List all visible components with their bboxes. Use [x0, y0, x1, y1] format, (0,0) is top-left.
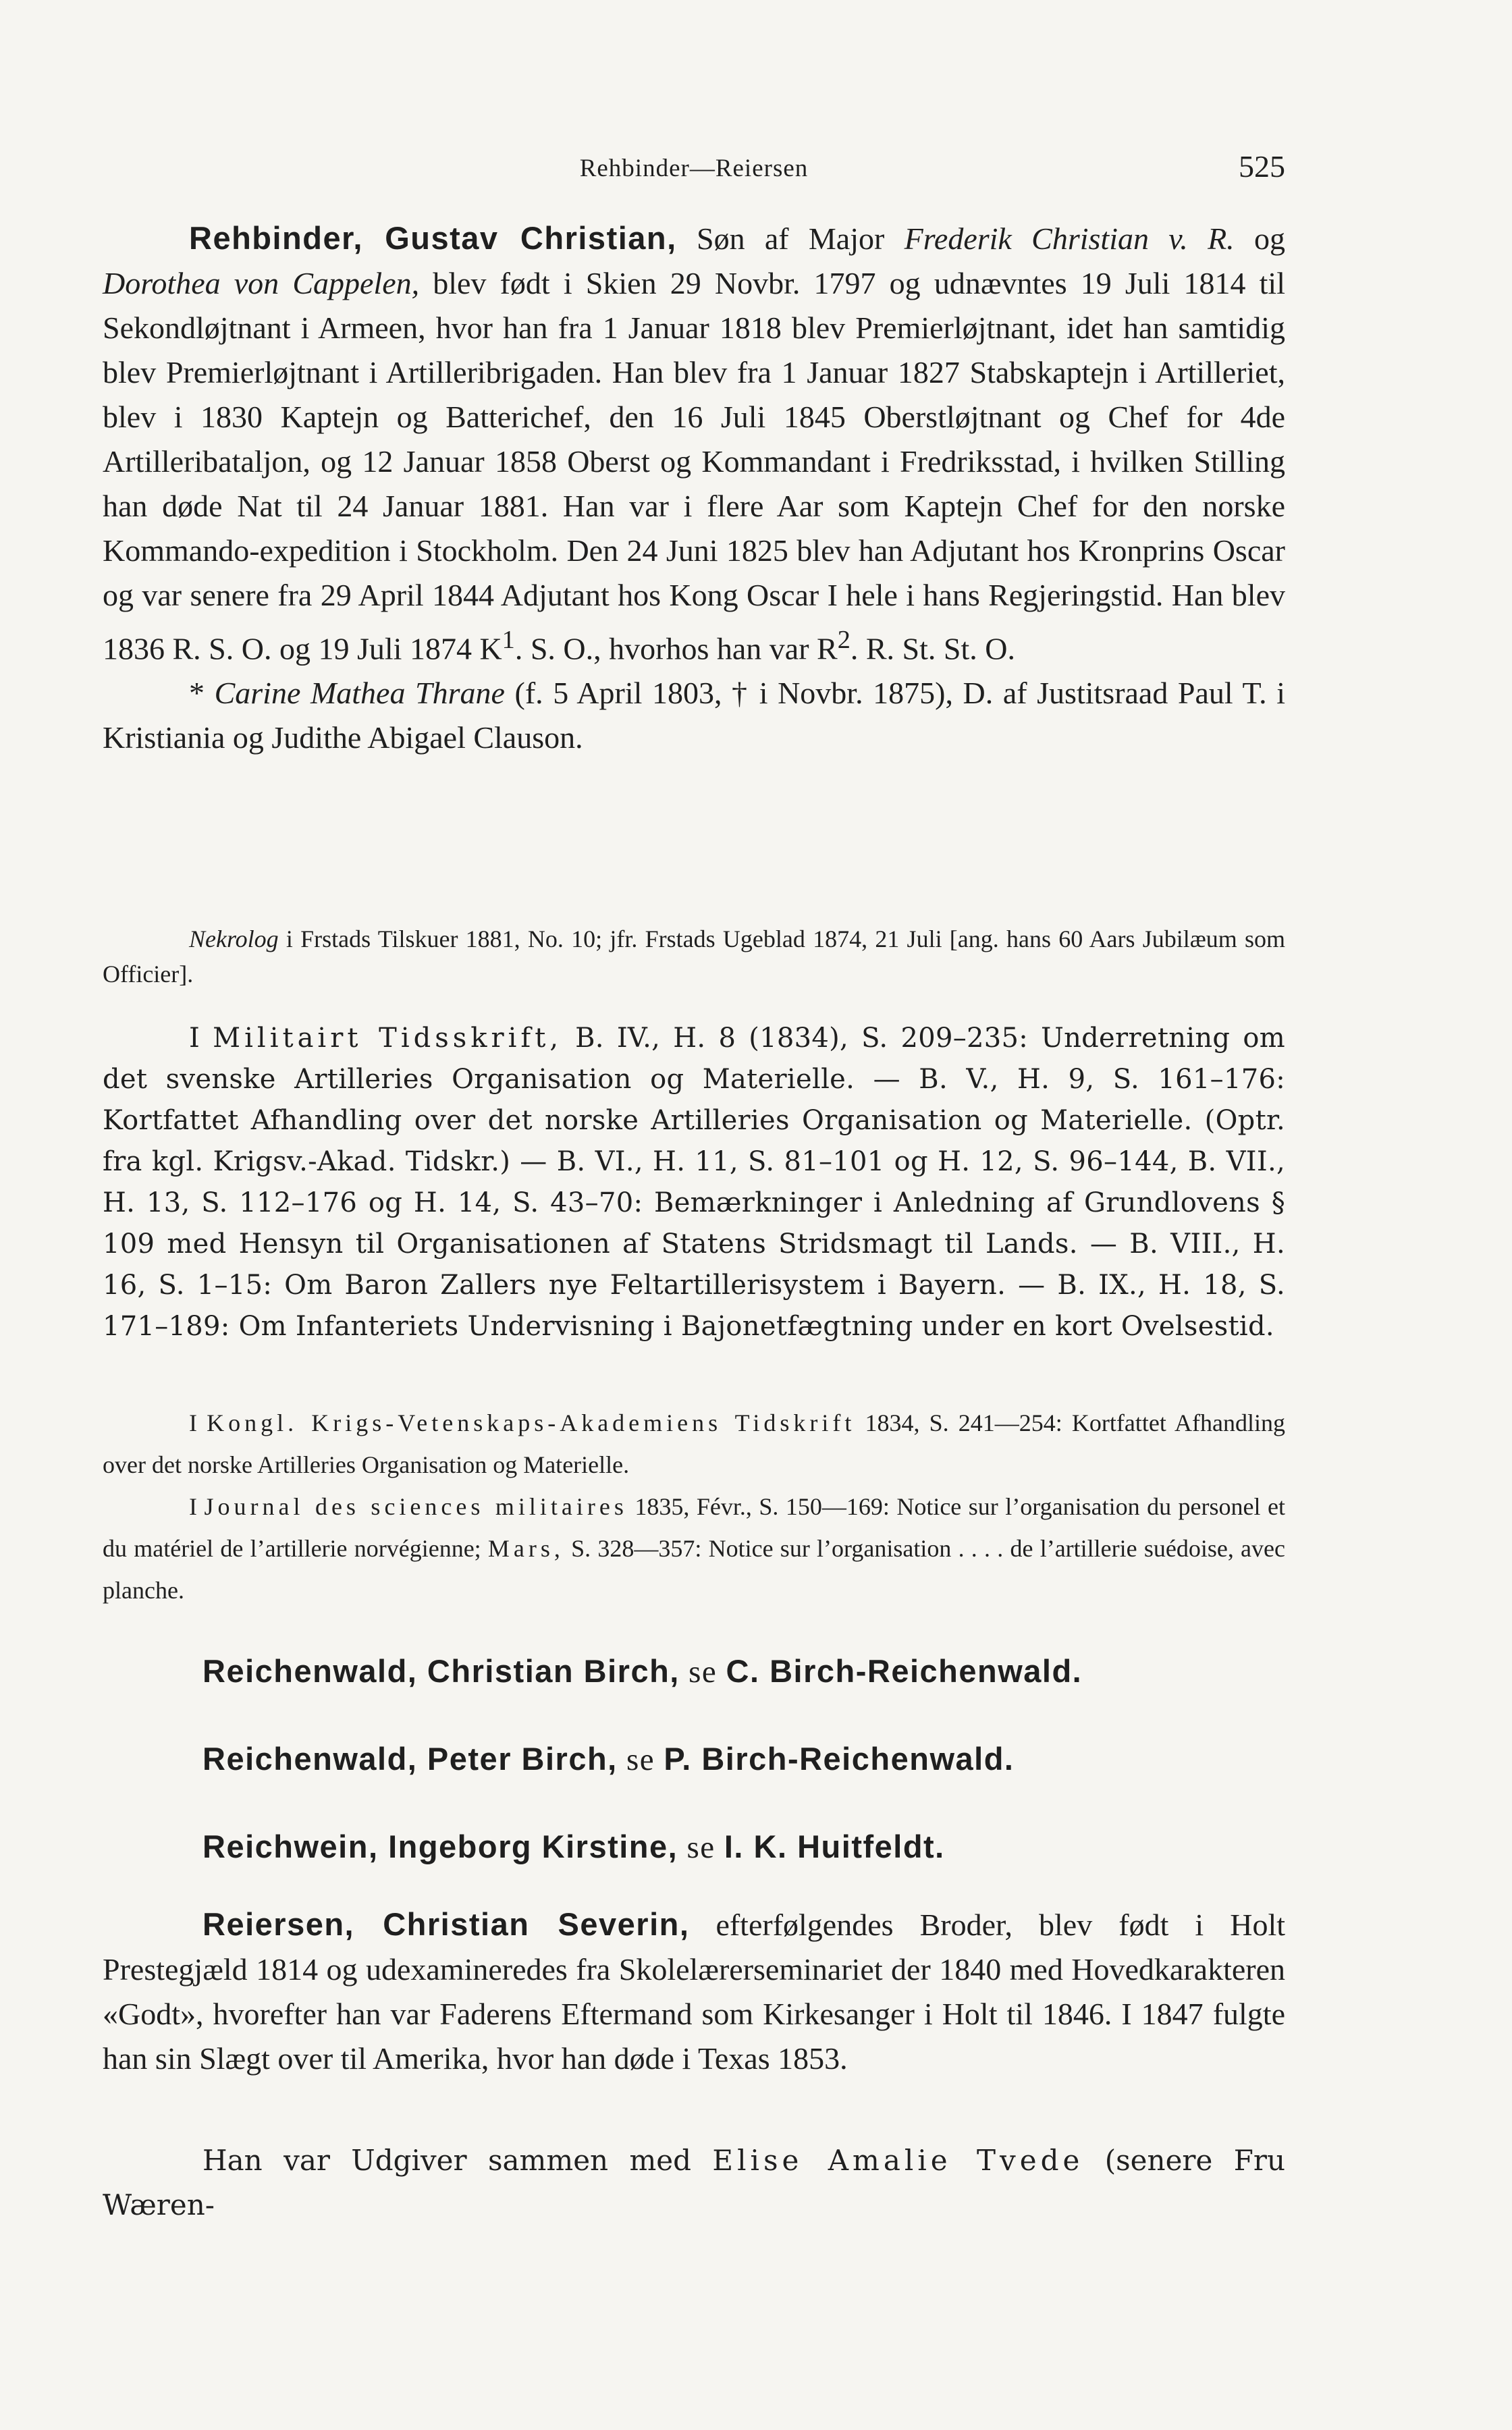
- xref-target: P. Birch-Reichenwald.: [664, 1741, 1015, 1777]
- mother-name: Dorothea von Cappelen,: [103, 266, 420, 300]
- text-run: Søn af Major: [676, 221, 905, 256]
- cross-reference: [202, 1652, 1082, 1690]
- sources-text: i Frstads Tilskuer 1881, No. 10; jfr. Frstads Ugeblad 1874, 21 Juli [ang. hans 60 Aars Jubilæum som Officier].: [103, 925, 1285, 988]
- cross-reference: [202, 1828, 945, 1866]
- entry-name: Reiersen, Christian Severin,: [202, 1906, 690, 1942]
- entry-reiersen-body: [103, 1902, 1285, 2081]
- xref-target: I. K. Huitfeldt.: [724, 1829, 945, 1864]
- xref-se: se: [679, 1654, 726, 1690]
- entry-rehbinder-body: [103, 216, 1285, 671]
- marriage-star: *: [189, 676, 215, 711]
- journal-title: Militairt Tidsskrift,: [213, 1023, 563, 1054]
- text-run: (senere Fru Wæren-: [103, 2144, 1286, 2221]
- text-run: 1834, S. 241—254: Kortfattet Afhandling over det norske Artilleries Organisation og Materielle.: [103, 1409, 1285, 1478]
- sources-label: Nekrolog: [189, 925, 279, 952]
- month-label: Mars,: [487, 1535, 564, 1562]
- wife-name: Carine Mathea Thrane: [214, 676, 505, 711]
- sources-paragraph: [103, 921, 1285, 992]
- marriage-text: (f. 5 April 1803, † i Novbr. 1875), D. af Justitsraad Paul T. i Kristiania og Judithe Abigael Clauson.: [103, 676, 1286, 755]
- text-run: I: [189, 1493, 205, 1520]
- works-swedish: [103, 1402, 1285, 1486]
- journal-title: Kongl. Krigs-Vetenskaps-Akademiens Tidskrift: [207, 1409, 856, 1436]
- works-text: B. IV., H. 8 (1834), S. 209–235: Underretning om det svenske Artilleries Organisation og Materielle. — B. V., H. 9, S. 161–176: Kortfattet Afhandling over det norske Artilleries Organisation og Materielle. (Optr. fra kgl. Krigsv.-Akad. Tidskr.) — B. VI., H. 11, S. 81–101 og H. 12, S. 96–144, B. VII., H. 13, S. 112–176 og H. 14, S. 43–70: Bemærkninger i Anledning af Grundlovens § 109 med Hensyn til Organisationen af Statens Stridsmagt til Lands. — B. VIII., H. 16, S. 1–15: Om Baron Zallers nye Feltartillerisystem i Bayern. — B. IX., H. 18, S. 171–189: Om Infanteriets Undervisning i Bajonetfægtning under en kort Ovelsestid.: [103, 1023, 1285, 1342]
- text-run: blev født i Skien 29 Novbr. 1797 og udnævntes 19 Juli 1814 til Sekondløjtnant i Armeen, hvor han fra 1 Januar 1818 blev Premierløjtnant, idet han samtidig blev Premierløjtnant i Artilleribrigaden. Han blev fra 1 Januar 1827 Stabskaptejn i Artilleriet, blev i 1830 Kaptejn og Batterichef, den 16 Juli 1845 Oberstløjtnant og Chef for 4de Artilleribataljon, og 12 Januar 1858 Oberst og Kommandant i Fredriksstad, i hvilken Stilling han døde Nat til 24 Januar 1881. Han var i flere Aar som Kaptejn Chef for den norske Kommando-expedition i Stockholm. Den 24 Juni 1825 blev han Adjutant hos Kronprins Oscar og var senere fra 29 April 1844 Adjutant hos Kong Oscar I hele i hans Regjeringstid. Han blev 1836 R. S. O. og 19 Juli 1874 K: [103, 266, 1285, 666]
- superscript: 2: [837, 626, 850, 654]
- text-run: 1835, Févr., S. 150—169: Notice sur l’organisation du personel et du matériel de l’artillerie norvégienne;: [103, 1493, 1285, 1562]
- text-run: . R. St. St. O.: [850, 631, 1016, 666]
- journal-title: Journal des sciences militaires: [204, 1493, 628, 1520]
- text-run: Han var Udgiver sammen med: [202, 2144, 713, 2177]
- works-french: [103, 1486, 1285, 1611]
- works-foreign: [103, 1402, 1285, 1611]
- page-number: 525: [1239, 149, 1285, 184]
- page-header: [103, 147, 1285, 188]
- text-run: I: [189, 1023, 213, 1054]
- entry-rehbinder: [103, 216, 1285, 760]
- entry-reiersen: [103, 1902, 1285, 2081]
- superscript: 1: [502, 626, 515, 654]
- xref-name: Reichenwald, Christian Birch,: [202, 1653, 680, 1689]
- xref-target: C. Birch-Reichenwald.: [726, 1653, 1083, 1689]
- works-norwegian: [103, 1018, 1285, 1347]
- entry-name: Rehbinder, Gustav Christian,: [189, 220, 677, 256]
- continuation-paragraph: [103, 2138, 1285, 2228]
- person-name: Elise Amalie Tvede: [712, 2144, 1084, 2177]
- xref-name: Reichwein, Ingeborg Kirstine,: [202, 1829, 678, 1864]
- sources: [103, 921, 1285, 992]
- xref-name: Reichenwald, Peter Birch,: [202, 1741, 618, 1777]
- cross-reference: [202, 1740, 1014, 1778]
- text-run: . S. O., hvorhos han var R: [514, 631, 838, 666]
- xref-se: se: [617, 1742, 664, 1777]
- text-run: I: [189, 1409, 207, 1436]
- text-run: S. 328—357: Notice sur l’organisation . . . . de l’artillerie suédoise, avec planche.: [103, 1535, 1285, 1604]
- father-name: Frederik Christian v. R.: [904, 221, 1235, 256]
- works-paragraph: [103, 1018, 1285, 1347]
- running-head: Rehbinder—Reiersen: [579, 155, 809, 182]
- xref-se: se: [678, 1830, 724, 1865]
- marriage-line: [103, 671, 1285, 760]
- continuation: [103, 2138, 1285, 2228]
- text-run: og: [1234, 221, 1285, 256]
- text-run: efterfølgendes Broder, blev født i Holt Prestegjæld 1814 og udexamineredes fra Skolelærerseminariet der 1840 med Hovedkarakteren «Godt», hvorefter han var Faderens Eftermand som Kirkesanger i Holt til 1846. I 1847 fulgte han sin Slægt over til Amerika, hvor han døde i Texas 1853.: [103, 1908, 1285, 2076]
